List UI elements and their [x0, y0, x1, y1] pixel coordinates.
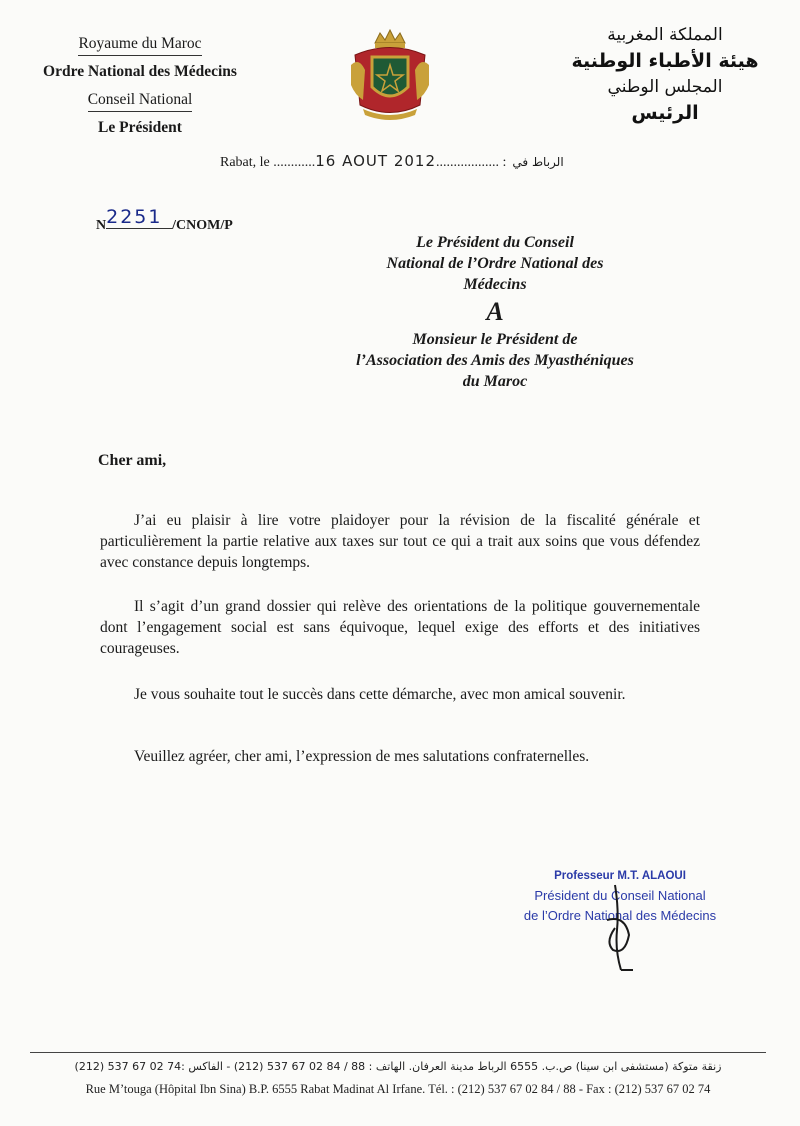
addressee-block — [300, 232, 690, 392]
president-label: Le Président — [98, 119, 182, 136]
date-arabic: الرباط في — [512, 155, 564, 169]
kingdom-label-ar: المملكة المغربية — [607, 25, 723, 45]
to-letter: A — [486, 297, 504, 326]
date-value: 16 AOUT 2012 — [315, 152, 437, 170]
reference-number — [96, 206, 233, 235]
footer-divider — [30, 1052, 766, 1053]
paragraph-text: Veuillez agréer, cher ami, l’expression de mes salutations confraternelles. — [134, 748, 590, 765]
council-label: Conseil National — [88, 89, 193, 112]
footer-address-fr: Rue M’touga (Hôpital Ibn Sina) B.P. 6555 Rabat Madinat Al Irfane. Tél. : (212) 537 67 02 84 / 88 - Fax : (212) 537 67 02 74 — [85, 1082, 711, 1096]
paragraph-text: Il s’agit d’un grand dossier qui relève des orientations de la politique gouvernementale dont l’engagement social est sans équivoque, lequel exige des efforts et des initiatives courageuses. — [100, 598, 700, 657]
kingdom-label: Royaume du Maroc — [78, 33, 201, 56]
paragraph-text: J’ai eu plaisir à lire votre plaidoyer pour la révision de la fiscalité générale et particulièrement la partie relative aux taxes sur tout ce qui a trait aux soins que vous défendez avec constance depuis longtemps. — [100, 512, 700, 571]
ref-prefix: N — [96, 218, 107, 233]
sender-line-3: Médecins — [463, 276, 527, 293]
paragraph — [100, 510, 700, 573]
president-label-ar: الرئيس — [631, 102, 699, 124]
header-right — [560, 22, 770, 126]
ref-number: 2251 — [106, 206, 172, 229]
handwritten-signature-icon — [585, 880, 645, 980]
paragraph-text: Je vous souhaite tout le succès dans cette démarche, avec mon amical souvenir. — [134, 686, 626, 703]
recipient-line-2: l’Association des Amis des Myasthéniques — [356, 352, 634, 369]
paragraph — [100, 596, 700, 659]
order-label-ar: هيئة الأطباء الوطنية — [571, 50, 759, 72]
signer-title-2: de l’Ordre National des Médecins — [523, 908, 717, 923]
signer-name: Professeur M.T. ALAOUI — [554, 870, 686, 882]
paragraph — [100, 746, 700, 767]
header-left — [20, 30, 260, 142]
royal-coat-of-arms-icon — [345, 25, 435, 125]
recipient-line-1: Monsieur le Président de — [412, 331, 578, 348]
sender-line-1: Le Président du Conseil — [416, 234, 574, 251]
sender-line-2: National de l’Ordre National des — [386, 255, 604, 272]
signer-title-1: Président du Conseil National — [534, 888, 706, 903]
footer-address-ar: زنقة متوكة (مستشفى ابن سينا) ص.ب. 6555 الرباط مدينة العرفان. الهاتف : 88 / 84 02 67 537 (212) - الفاكس :74 02 67 537 (212) — [74, 1060, 722, 1073]
date-suffix: .................. : — [436, 155, 507, 170]
council-label-ar: المجلس الوطني — [607, 77, 723, 97]
salutation: Cher ami, — [98, 452, 167, 469]
ref-suffix: /CNOM/P — [172, 218, 233, 233]
date-prefix: Rabat, le ............ — [220, 155, 316, 170]
order-label: Ordre National des Médecins — [43, 63, 237, 80]
recipient-line-3: du Maroc — [462, 373, 528, 390]
date-line — [220, 152, 564, 171]
paragraph — [100, 684, 700, 705]
